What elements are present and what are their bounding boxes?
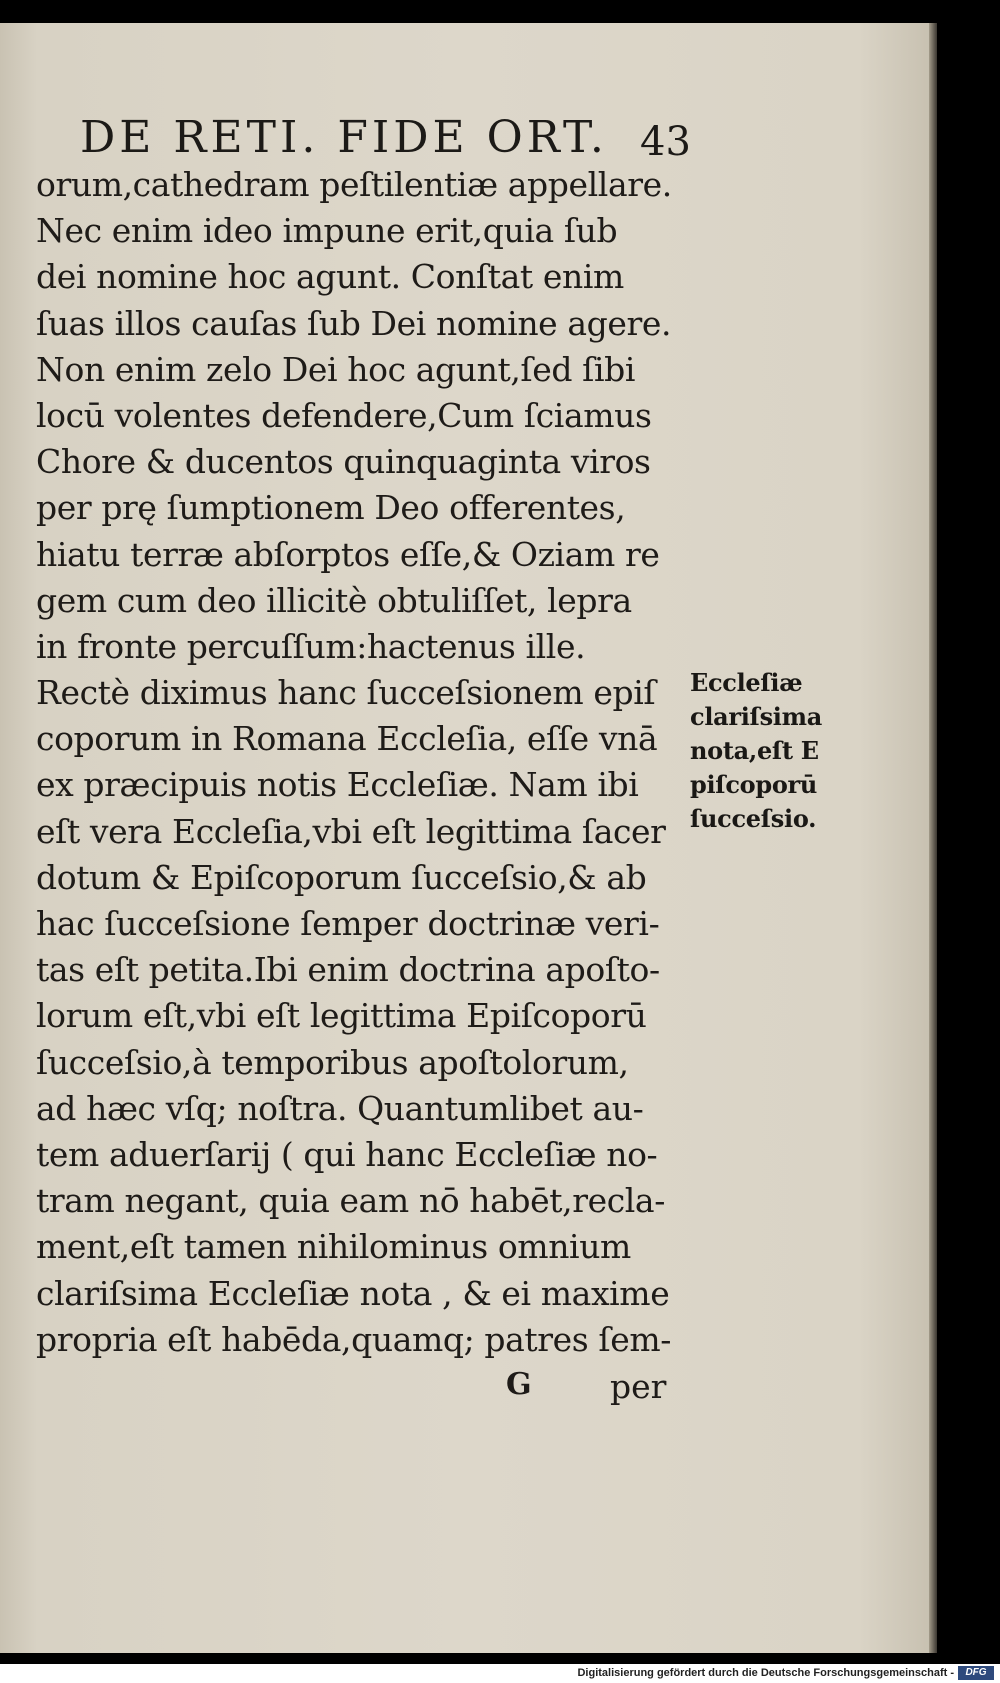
margin-note-line: nota,eſt E [690,736,819,765]
text-line: locū volentes defendere,Cum ſciamus [36,395,652,435]
text-line: Non enim zelo Dei hoc agunt,ſed ſibi [36,349,636,389]
text-line: dotum & Epiſcoporum ſucceſsio,& ab [36,857,647,897]
running-title: DE RETI. FIDE ORT. [80,112,608,163]
text-line: eſt vera Eccleſia,vbi eſt legittima ſacer [36,811,666,851]
text-line: gem cum deo illicitè obtuliſſet, lepra [36,580,632,620]
page-number: 43 [640,119,691,165]
text-line: ſuas illos cauſas ſub Dei nomine agere. [36,303,672,343]
page-edge [929,23,937,1653]
digitization-credit: Digitalisierung gefördert durch die Deutsche Forschungsgemeinschaft - [577,1667,954,1679]
signature-mark: G [506,1367,532,1402]
margin-note-line: ſucceſsio. [690,804,817,833]
text-line: coporum in Romana Eccleſia, eſſe vnā [36,719,658,759]
margin-note-line: piſcoporū [690,770,818,799]
text-line: hiatu terræ abſorptos eſſe,& Oziam re [36,534,660,574]
text-line: ex præcipuis notis Eccleſiæ. Nam ibi [36,765,639,805]
text-line: dei nomine hoc agunt. Conſtat enim [36,257,624,297]
text-line: hac ſucceſsione ſemper doctrinæ veri- [36,904,660,943]
text-line: tram negant, quia eam nō habēt,recla- [36,1181,665,1221]
margin-note-line: clariſsima [690,702,822,731]
text-line: orum,cathedram peſtilentiæ appellare. [36,165,672,204]
dfg-logo-icon: DFG [958,1666,994,1680]
text-line: Rectè diximus hanc ſucceſsionem epiſ [36,673,656,713]
catchword: per [610,1367,667,1406]
body-text [36,162,686,1363]
text-line: tas eſt petita.Ibi enim doctrina apoſto- [36,950,660,990]
text-line: ment,eſt tamen nihilominus omnium [36,1227,631,1267]
text-line: clariſsima Eccleſiæ nota , & ei maxime [36,1273,670,1313]
text-line: lorum eſt,vbi eſt legittima Epiſcoporū [36,996,647,1036]
text-line: Chore & ducentos quinquaginta viros [36,442,651,482]
marginal-note [690,666,840,836]
text-line: ſucceſsio,à temporibus apoſtolorum, [36,1042,629,1082]
text-line: ad hæc vſq; noſtra. Quantumlibet au- [36,1088,644,1128]
text-line: propria eſt habēda,quamq; patres ſem- [36,1319,672,1359]
margin-note-line: Eccleſiæ [690,668,803,697]
text-line: Nec enim ideo impune erit,quia ſub [36,211,618,251]
text-line: per prę ſumptionem Deo offerentes, [36,488,626,528]
text-line: in fronte percuſſum:hactenus ille. [36,626,586,666]
catchword-row [36,1362,686,1412]
text-line: tem aduerſarij ( qui hanc Eccleſiæ no- [36,1134,658,1174]
